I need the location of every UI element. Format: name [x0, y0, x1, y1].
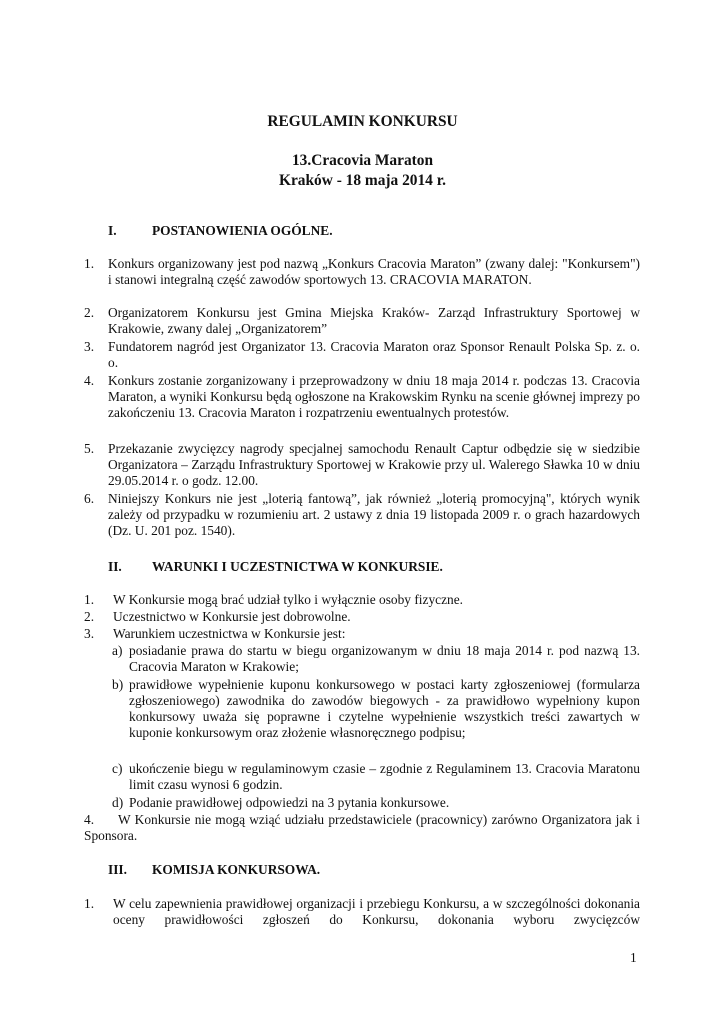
item-number: 3.: [84, 339, 95, 354]
item-number: 2.: [84, 609, 95, 624]
sub-item-text: Podanie prawidłowej odpowiedzi na 3 pytania konkursowe.: [129, 795, 450, 810]
sub-item-letter: a): [112, 643, 123, 658]
item-text: W Konkursie mogą brać udział tylko i wyłącznie osoby fizyczne.: [113, 592, 464, 607]
item-text: Niniejszy Konkurs nie jest „loterią fantową”, jak również „loterią promocyjną", których wynik zależy od przypadku w rozumieniu art. 2 ustawy z dnia 19 listopada 2009 r. o grach hazardowych (Dz. U. 201 poz. 1540).: [108, 491, 640, 538]
list-item: [84, 896, 640, 928]
item-number: 2.: [84, 305, 95, 320]
item-text: Fundatorem nagród jest Organizator 13. Cracovia Maraton oraz Sponsor Renault Polska Sp. z. o. o.: [108, 339, 640, 370]
section-heading: [108, 862, 320, 878]
item-text: W Konkursie nie mogą wziąć udziału przedstawiciele (pracownicy) zarówno Organizatora jak i Sponsora.: [84, 812, 640, 843]
list-item: [84, 609, 640, 625]
section-heading: [108, 223, 333, 239]
sub-item-text: posiadanie prawa do startu w biegu organizowanym w dniu 18 maja 2014 r. pod nazwą 13. Cracovia Maraton w Krakowie;: [129, 643, 640, 674]
document-title: REGULAMIN KONKURSU: [267, 113, 458, 130]
list-item: [84, 305, 640, 337]
item-text: Uczestnictwo w Konkursie jest dobrowolne.: [113, 609, 351, 624]
sub-item-text: ukończenie biegu w regulaminowym czasie – zgodnie z Regulaminem 13. Cracovia Maratonu limit czasu wynosi 6 godzin.: [129, 761, 640, 792]
item-number: 4.: [84, 373, 95, 388]
item-text: Konkurs zostanie zorganizowany i przeprowadzony w dniu 18 maja 2014 r. podczas 13. Cracovia Maraton, a wyniki Konkursu będą ogłoszone na Krakowskim Rynku na scenie głównej imprezy po zakończeniu 13. Cracovia Maraton i rozpatrzeniu ewentualnych protestów.: [108, 373, 640, 420]
item-text: Organizatorem Konkursu jest Gmina Miejska Kraków- Zarząd Infrastruktury Sportowej w Krakowie, zwany dalej „Organizatorem”: [108, 305, 640, 336]
sub-list-item: [112, 643, 640, 675]
item-number: 1.: [84, 896, 95, 911]
list-item: [84, 339, 640, 371]
item-number: 1.: [84, 592, 95, 607]
sub-item-letter: c): [112, 761, 123, 776]
item-number: 3.: [84, 626, 95, 641]
list-item: [84, 373, 640, 421]
list-item: [84, 626, 640, 642]
section-title: POSTANOWIENIA OGÓLNE.: [152, 223, 333, 238]
item-text: Przekazanie zwycięzcy nagrody specjalnej samochodu Renault Captur odbędzie się w siedzibie Organizatora – Zarządu Infrastruktury Sportowej w Krakowie przy ul. Walerego Sławka 10 w dniu 29.05.2014 r. o godz. 12.00.: [108, 441, 640, 488]
page-number: 1: [630, 950, 637, 965]
section-heading: [108, 559, 443, 575]
sub-item-text: prawidłowe wypełnienie kuponu konkursowego w postaci karty zgłoszeniowej (formularza zgłoszeniowego) zawodnika do zawodów biegowych - za prawidłowo wypełniony kupon konkursowy uważa się poprawne i czytelne wypełnienie wszystkich treści zawartych w kuponie konkursowym oraz złożenie własnoręcznego podpisu;: [129, 677, 640, 740]
list-item: [84, 812, 640, 844]
sub-list-item: [112, 795, 640, 811]
list-item: [84, 256, 640, 288]
list-item: [84, 491, 640, 539]
document-subtitle: 13.Cracovia Maraton: [291, 152, 434, 169]
sub-list-item: [112, 761, 640, 793]
item-number: 1.: [84, 256, 95, 271]
item-number: 5.: [84, 441, 95, 456]
item-text-hanging: [84, 812, 640, 844]
item-text: Konkurs organizowany jest pod nazwą „Konkurs Cracovia Maraton” (zwany dalej: "Konkursem") i stanowi integralną część zawodów sportowych 13. CRACOVIA MARATON.: [108, 256, 640, 287]
list-item: [84, 441, 640, 489]
sub-item-letter: d): [112, 795, 124, 810]
item-text: W celu zapewnienia prawidłowej organizacji i przebiegu Konkursu, a w szczególności dokonania oceny prawidłowości zgłoszeń do Konkursu, dokonania wyboru zwycięzców: [113, 896, 640, 927]
sub-item-letter: b): [112, 677, 124, 692]
item-number: 4.: [84, 812, 95, 827]
section-number: I.: [108, 223, 117, 238]
item-number: 6.: [84, 491, 95, 506]
section-number: II.: [108, 559, 122, 574]
section-title: WARUNKI I UCZESTNICTWA W KONKURSIE.: [152, 559, 443, 574]
document-date: Kraków - 18 maja 2014 r.: [278, 172, 446, 189]
sub-list-item: [112, 677, 640, 741]
list-item: [84, 592, 640, 608]
section-title: KOMISJA KONKURSOWA.: [152, 862, 321, 877]
section-number: III.: [108, 862, 127, 877]
item-text: Warunkiem uczestnictwa w Konkursie jest:: [113, 626, 346, 641]
